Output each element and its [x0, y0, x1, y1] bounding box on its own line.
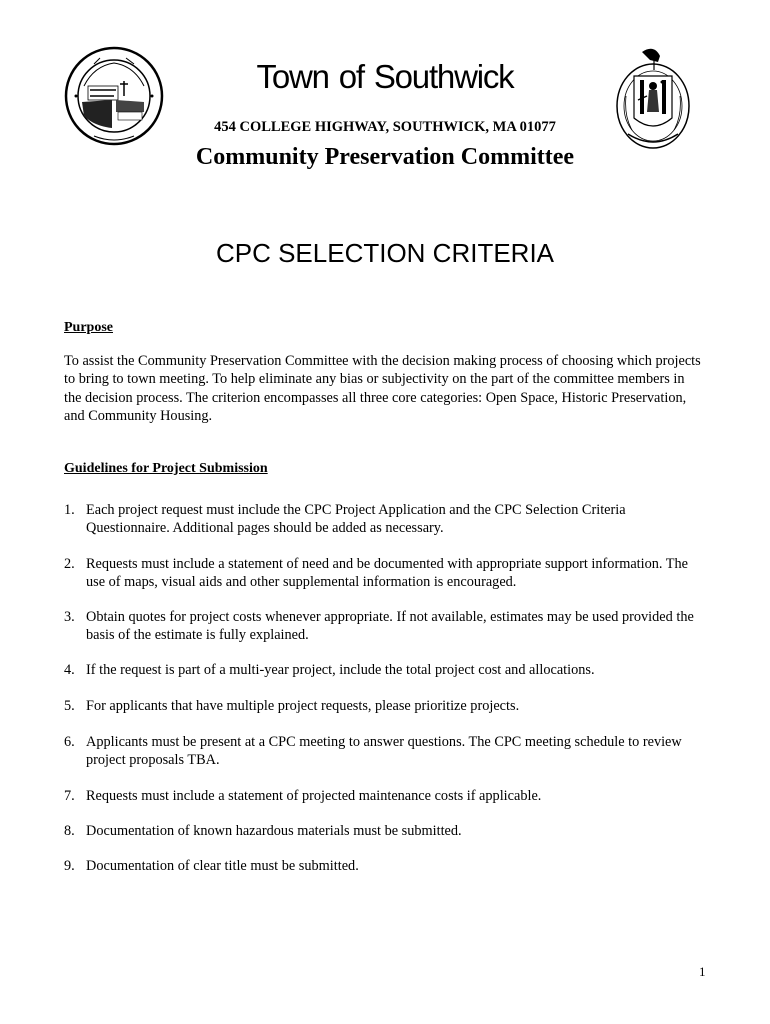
guideline-text: Requests must include a statement of need and be documented with appropriate support information. The use of maps, visual aids and other supplemental information is encouraged. [86, 556, 689, 591]
guideline-text: Applicants must be present at a CPC meeting to answer questions. The CPC meeting schedule to review project proposals TBA. [86, 734, 682, 769]
guideline-number: 6. [64, 734, 75, 750]
town-title: Town of Southwick [256, 58, 514, 95]
guideline-item [64, 822, 704, 840]
guideline-text: Obtain quotes for project costs whenever appropriate. If not available, estimates may be used provided the basis of the estimate is fully explained. [86, 609, 694, 644]
document-title: CPC SELECTION CRITERIA [215, 238, 555, 268]
guideline-text: If the request is part of a multi-year project, include the total project cost and allocations. [86, 662, 595, 678]
guideline-text: Documentation of clear title must be submitted. [86, 858, 359, 874]
guideline-item [64, 787, 704, 805]
town-seal-icon [64, 46, 164, 146]
guideline-item [64, 857, 704, 875]
guideline-text: Documentation of known hazardous materials must be submitted. [86, 823, 462, 839]
guideline-number: 4. [64, 662, 75, 678]
guideline-number: 3. [64, 609, 75, 625]
guideline-item [64, 697, 704, 715]
guideline-number: 1. [64, 502, 75, 518]
purpose-heading: Purpose [64, 320, 113, 335]
purpose-paragraph: To assist the Community Preservation Committee with the decision making process of choosing which projects to bring to town meeting. To help eliminate any bias or subjectivity on the part of the committee members in the decision process. The criterion encompasses all three core categories: Open Space, Historic Preservation, and Community Housing. [64, 353, 701, 425]
guideline-item [64, 733, 704, 770]
guideline-number: 9. [64, 858, 75, 874]
guidelines-heading: Guidelines for Project Submission [64, 461, 268, 476]
guideline-number: 7. [64, 788, 75, 804]
guideline-item [64, 555, 704, 592]
guideline-text: Requests must include a statement of projected maintenance costs if applicable. [86, 788, 542, 804]
guideline-number: 8. [64, 823, 75, 839]
massachusetts-seal-icon [614, 46, 692, 152]
guideline-text: Each project request must include the CPC Project Application and the CPC Selection Criteria Questionnaire. Additional pages should be added as necessary. [86, 502, 626, 537]
guideline-item [64, 501, 704, 538]
guideline-text: For applicants that have multiple project requests, please prioritize projects. [86, 698, 520, 714]
guideline-number: 5. [64, 698, 75, 714]
committee-name: Community Preservation Committee [195, 144, 575, 170]
guideline-item [64, 608, 704, 645]
guideline-number: 2. [64, 556, 75, 572]
guideline-item [64, 661, 704, 679]
town-address: 454 COLLEGE HIGHWAY, SOUTHWICK, MA 01077 [214, 119, 556, 135]
page-number: 1 [699, 964, 706, 979]
